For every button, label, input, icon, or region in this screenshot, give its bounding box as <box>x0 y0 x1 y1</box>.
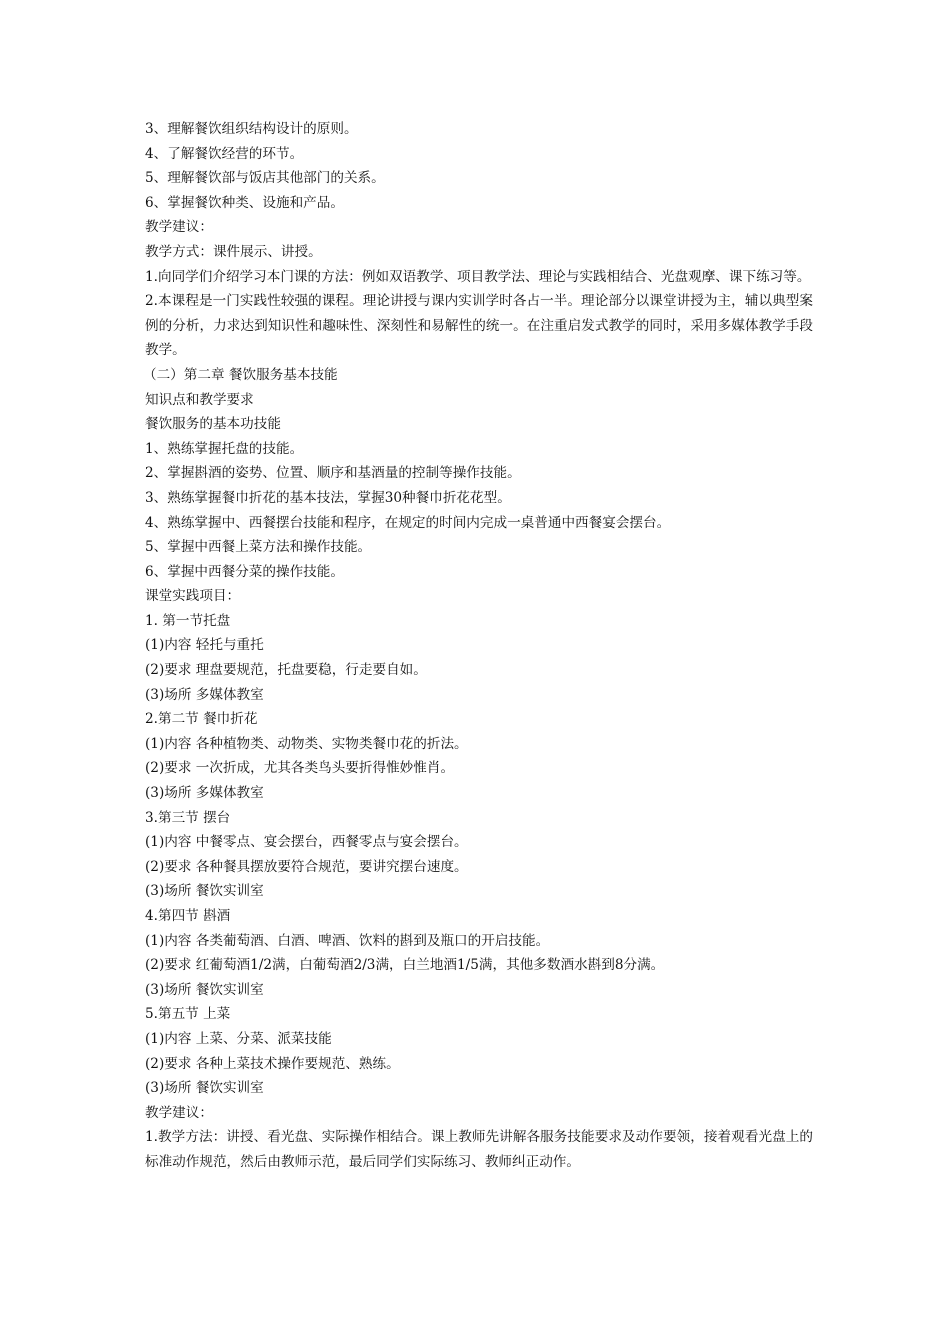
section-heading: 教学建议： <box>145 1104 213 1121</box>
text-line: 6、掌握餐饮种类、设施和产品。 <box>145 194 344 211</box>
list-item: (1)内容 上菜、分菜、派菜技能 <box>145 1030 332 1047</box>
list-item: (1)内容 轻托与重托 <box>145 637 264 654</box>
text-line: 5、理解餐饮部与饭店其他部门的关系。 <box>145 170 385 187</box>
list-item: (3)场所 餐饮实训室 <box>145 981 264 998</box>
paragraph: 1.教学方法：讲授、看光盘、实际操作相结合。课上教师先讲解各服务技能要求及动作要领，接着观看光盘上的标准动作规范，然后由教师示范，最后同学们实际练习、教师纠正动作。 <box>145 1129 813 1170</box>
list-item: (2)要求 理盘要规范，托盘要稳，行走要自如。 <box>145 662 427 679</box>
list-item: (3)场所 多媒体教室 <box>145 686 264 703</box>
list-item: (2)要求 一次折成，尤其各类鸟头要折得惟妙惟肖。 <box>145 760 455 777</box>
subsection-heading: 3.第三节 摆台 <box>145 809 231 826</box>
section-heading: 教学建议： <box>145 219 213 236</box>
list-item: (3)场所 多媒体教室 <box>145 785 264 802</box>
text-line: 3、理解餐饮组织结构设计的原则。 <box>145 121 358 137</box>
list-item: 4、熟练掌握中、西餐摆台技能和程序，在规定的时间内完成一桌普通中西餐宴会摆台。 <box>145 514 671 531</box>
list-item: 2、掌握斟酒的姿势、位置、顺序和基酒量的控制等操作技能。 <box>145 465 521 482</box>
list-item: (3)场所 餐饮实训室 <box>145 1080 264 1097</box>
list-item: (2)要求 红葡萄酒1/2满，白葡萄酒2/3满，白兰地酒1/5满，其他多数酒水斟到8分满。 <box>145 957 665 974</box>
list-item: (2)要求 各种上菜技术操作要规范、熟练。 <box>145 1055 400 1072</box>
subsection-heading: 5.第五节 上菜 <box>145 1006 231 1023</box>
subsection-heading: 1. 第一节托盘 <box>145 612 231 629</box>
list-item: (1)内容 各类葡萄酒、白酒、啤酒、饮料的斟到及瓶口的开启技能。 <box>145 932 550 949</box>
text-line: 教学方式：课件展示、讲授。 <box>145 243 322 260</box>
subsection-heading: 4.第四节 斟酒 <box>145 908 231 924</box>
list-item: (3)场所 餐饮实训室 <box>145 883 264 900</box>
chapter-heading: （二）第二章 餐饮服务基本技能 <box>143 366 338 383</box>
subsection-heading: 2.第二节 餐巾折花 <box>145 711 258 728</box>
list-item: 6、掌握中西餐分菜的操作技能。 <box>145 563 344 580</box>
section-heading: 知识点和教学要求 <box>145 391 254 408</box>
paragraph: 2.本课程是一门实践性较强的课程。理论讲授与课内实训学时各占一半。理论部分以课堂讲授为主，辅以典型案例的分析，力求达到知识性和趣味性、深刻性和易解性的统一。在注重启发式教学的同时，采用多媒体教学手段教学。 <box>145 293 813 359</box>
list-item: (1)内容 各种植物类、动物类、实物类餐巾花的折法。 <box>145 735 468 752</box>
list-item: 3、熟练掌握餐巾折花的基本技法，掌握30种餐巾折花花型。 <box>145 489 511 506</box>
text-line: 4、了解餐饮经营的环节。 <box>145 145 304 162</box>
list-item: (1)内容 中餐零点、宴会摆台，西餐零点与宴会摆台。 <box>145 834 468 851</box>
document-page <box>145 117 813 1175</box>
section-heading: 课堂实践项目： <box>145 588 241 605</box>
section-heading: 餐饮服务的基本功技能 <box>145 416 281 433</box>
list-item: 1、熟练掌握托盘的技能。 <box>145 440 304 457</box>
list-item: (2)要求 各种餐具摆放要符合规范，要讲究摆台速度。 <box>145 858 468 875</box>
list-item: 5、掌握中西餐上菜方法和操作技能。 <box>145 539 372 556</box>
paragraph: 1.向同学们介绍学习本门课的方法：例如双语教学、项目教学法、理论与实践相结合、光盘观摩、课下练习等。 <box>145 268 811 285</box>
